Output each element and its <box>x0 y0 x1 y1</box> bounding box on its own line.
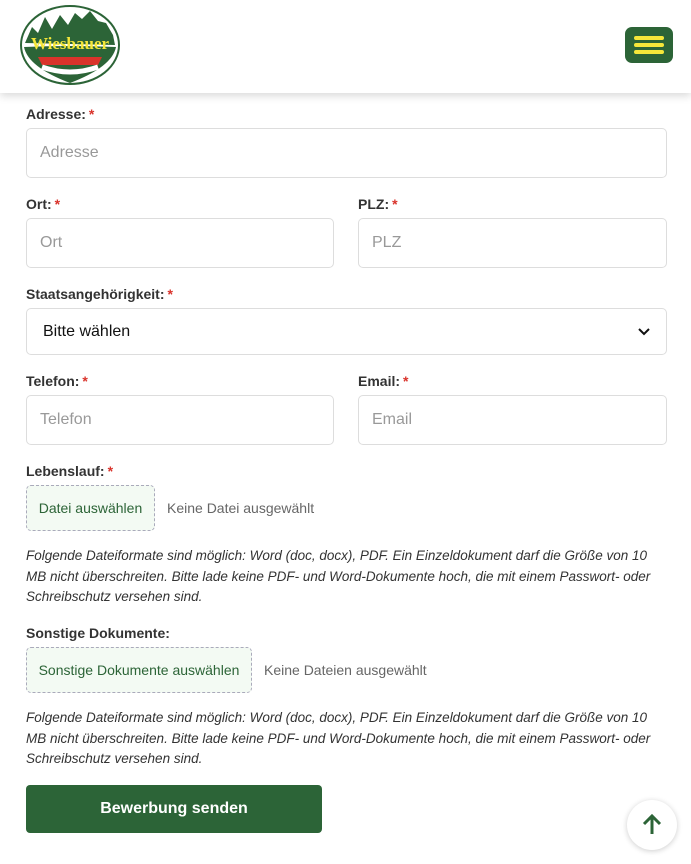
other-docs-file-button[interactable]: Sonstige Dokumente auswählen <box>26 647 252 693</box>
other-docs-file-status: Keine Dateien ausgewählt <box>264 662 427 678</box>
city-label: Ort: * <box>26 196 61 212</box>
scroll-to-top-button[interactable] <box>627 800 677 850</box>
email-input[interactable]: Email <box>358 395 667 445</box>
nationality-select[interactable] <box>26 308 667 355</box>
hamburger-icon-bar <box>634 50 664 54</box>
hamburger-icon <box>634 36 664 40</box>
arrow-up-icon <box>642 814 662 836</box>
chevron-down-icon <box>638 328 650 336</box>
phone-label: Telefon: * <box>26 373 88 389</box>
site-header <box>0 0 691 93</box>
phone-input[interactable]: Telefon <box>26 395 334 445</box>
nationality-label: Staatsangehörigkeit: * <box>26 286 173 302</box>
zip-input[interactable]: PLZ <box>358 218 667 268</box>
cv-hint: Folgende Dateiformate sind möglich: Word (doc, docx), PDF. Ein Einzeldokument darf die Größe von 10 MB nicht überschreiten. Bitte lade keine PDF- und Word-Dokumente hoch, die mit einem Passwort- oder Schreibschutz versehen sind. <box>26 548 651 604</box>
other-docs-hint: Folgende Dateiformate sind möglich: Word (doc, docx), PDF. Ein Einzeldokument darf die Größe von 10 MB nicht überschreiten. Bitte lade keine PDF- und Word-Dokumente hoch, die mit einem Passwort- oder Schreibschutz versehen sind. <box>26 710 651 766</box>
zip-label: PLZ: * <box>358 196 398 212</box>
cv-label: Lebenslauf: * <box>26 463 114 479</box>
city-input[interactable]: Ort <box>26 218 334 268</box>
other-docs-label: Sonstige Dokumente: <box>26 625 170 641</box>
wiesbauer-logo[interactable] <box>20 5 120 85</box>
email-label: Email: * <box>358 373 409 389</box>
cv-file-button[interactable]: Datei auswählen <box>26 485 155 531</box>
address-input[interactable]: Adresse <box>26 128 667 178</box>
nationality-value: Bitte wählen <box>43 322 131 340</box>
submit-application-button[interactable]: Bewerbung senden <box>26 785 322 833</box>
svg-text:Wiesbauer: Wiesbauer <box>30 34 110 53</box>
address-label: Adresse: * <box>26 106 95 122</box>
cv-file-status: Keine Datei ausgewählt <box>167 500 315 516</box>
menu-button[interactable] <box>625 27 673 63</box>
hamburger-icon-bar <box>634 43 664 47</box>
